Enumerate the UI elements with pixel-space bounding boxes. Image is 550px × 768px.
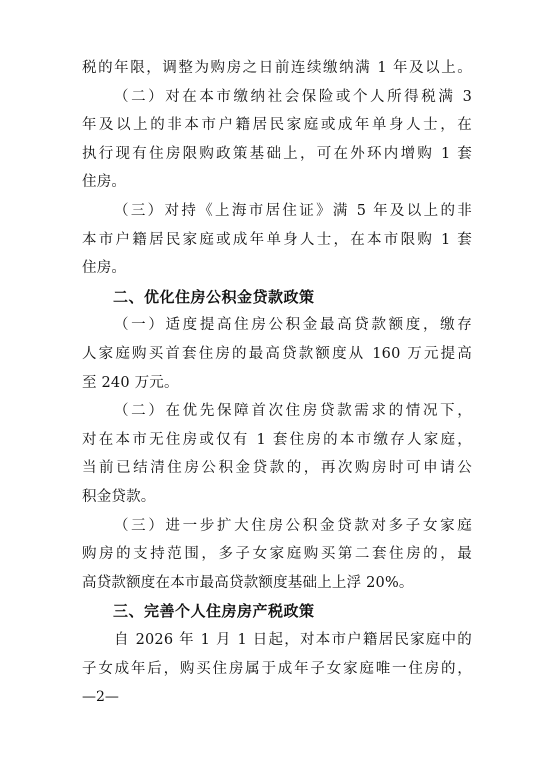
text-line-22: 子女成年后，购买住房属于成年子女家庭唯一住房的， [82,661,472,677]
text-line-7: 本市户籍居民家庭或成年单身人士，在本市限购 1 套 [82,232,472,248]
text-line-6: （三）对持《上海市居住证》满 5 年及以上的非 [114,203,472,219]
text-line-1: 税的年限，调整为购房之日前连续缴纳满 1 年及以上。 [82,60,472,76]
text-line-10: （一）适度提高住房公积金最高贷款额度，缴存 [114,317,472,333]
text-line-16: 积金贷款。 [82,489,156,505]
section-heading-3: 三、完善个人住房房产税政策 [113,602,315,620]
text-line-8: 住房。 [82,260,127,276]
text-line-12: 至 240 万元。 [82,375,179,391]
text-line-13: （二）在优先保障首次住房贷款需求的情况下， [114,403,472,419]
text-line-3: 年及以上的非本市户籍居民家庭或成年单身人士，在 [82,117,472,133]
section-heading-2: 二、优化住房公积金贷款政策 [113,288,315,306]
text-line-15: 当前已结清住房公积金贷款的，再次购房时可申请公 [82,460,472,476]
text-line-21: 自 2026 年 1 月 1 日起，对本市户籍居民家庭中的 [114,632,472,648]
text-line-2: （二）对在本市缴纳社会保险或个人所得税满 3 [114,89,472,105]
page-number: —2— [82,689,119,705]
text-line-19: 高贷款额度在本市最高贷款额度基础上上浮 20%。 [82,575,414,591]
text-line-17: （三）进一步扩大住房公积金贷款对多子女家庭 [114,518,472,534]
text-line-11: 人家庭购买首套住房的最高贷款额度从 160 万元提高 [82,346,472,362]
text-line-14: 对在本市无住房或仅有 1 套住房的本市缴存人家庭， [82,432,472,448]
text-line-18: 购房的支持范围，多子女家庭购买第二套住房的，最 [82,546,472,562]
text-line-4: 执行现有住房限购政策基础上，可在外环内增购 1 套 [82,146,472,162]
text-line-5: 住房。 [82,174,127,190]
